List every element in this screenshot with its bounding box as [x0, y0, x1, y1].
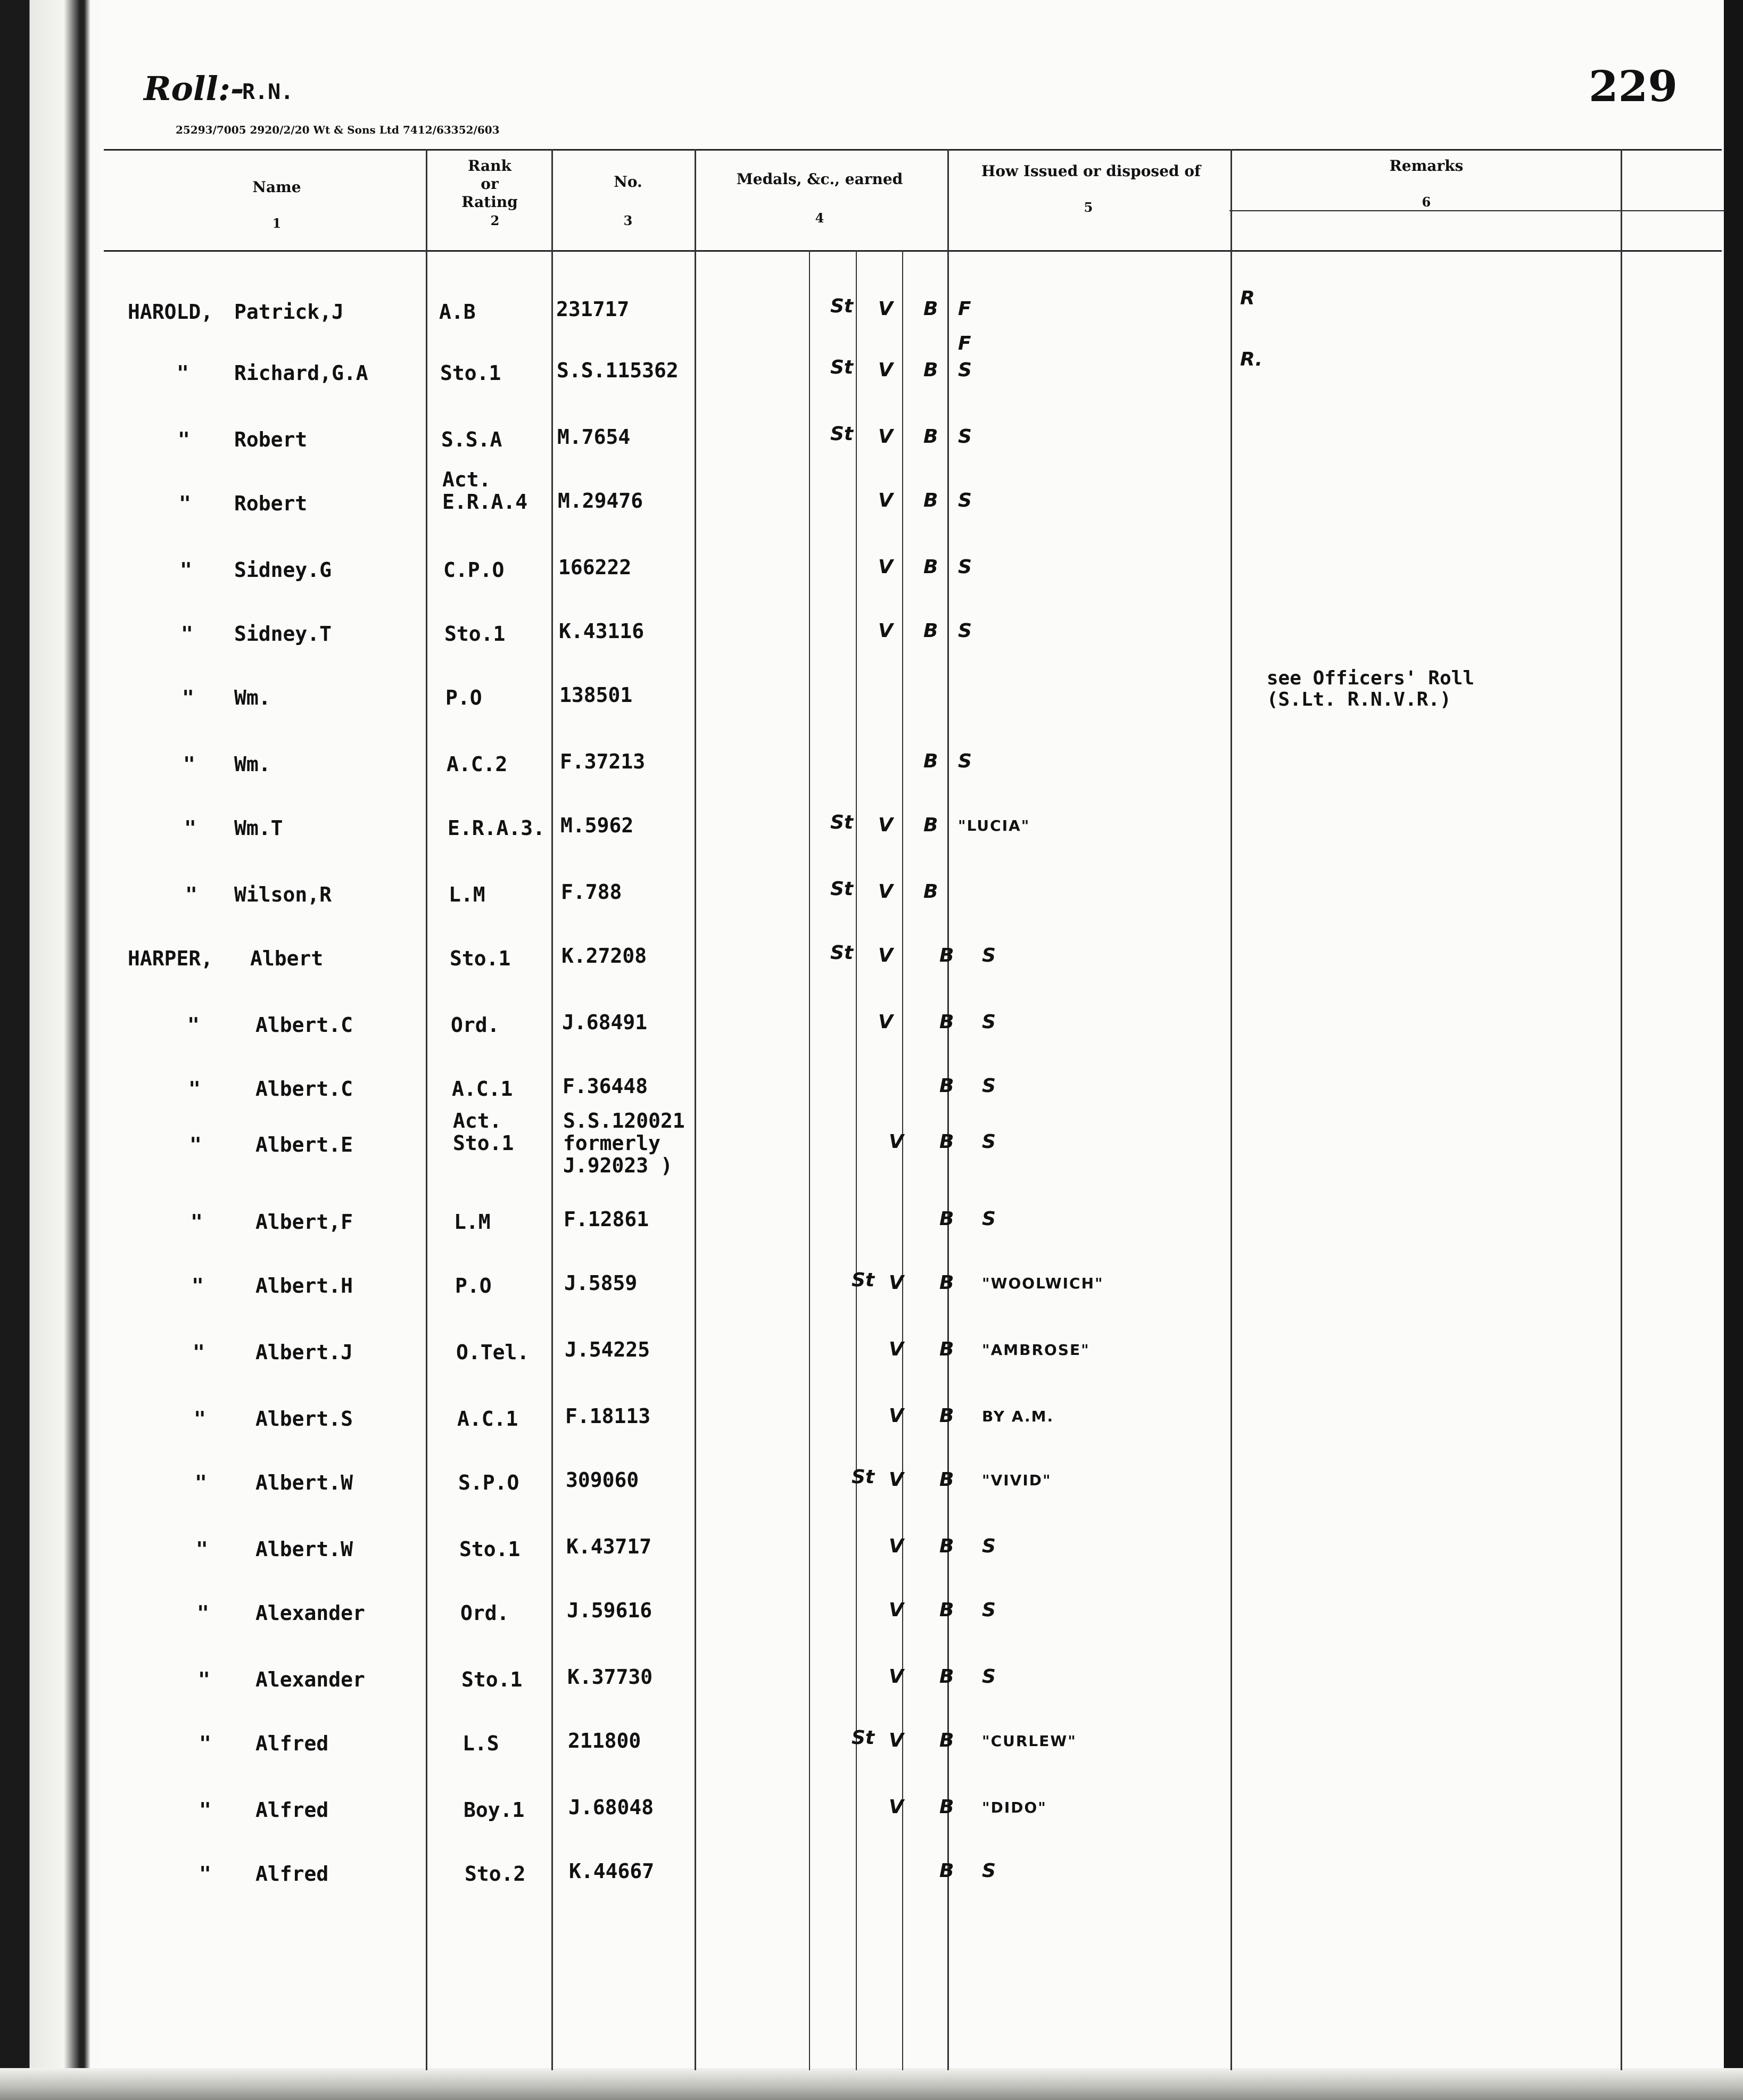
entry-rank: E.R.A.3.	[448, 816, 546, 840]
header-num-4: 4	[815, 210, 824, 226]
issue-disposition: S	[982, 1599, 996, 1621]
entry-surname: "	[188, 1077, 201, 1101]
entry-service-number: M.29476	[558, 489, 643, 512]
entry-rank: Sto.1	[461, 1668, 523, 1691]
entry-surname: "	[178, 428, 190, 451]
entry-given-name: Albert.J	[255, 1341, 353, 1364]
entry-surname: "	[187, 1013, 200, 1037]
header-num-5: 5	[1084, 200, 1093, 215]
issue-disposition: S	[982, 945, 996, 966]
entry-surname: "	[199, 1798, 211, 1822]
entry-surname: "	[199, 1862, 211, 1886]
entry-rank: Act. Sto.1	[453, 1109, 514, 1155]
medal-british: B	[923, 490, 938, 511]
entry-given-name: Sidney.G	[234, 558, 332, 582]
medal-victory: V	[878, 359, 893, 381]
col-divider-4	[947, 149, 949, 2070]
medal-star: St	[852, 1269, 875, 1291]
entry-service-number: 166222	[558, 556, 632, 579]
medal-british: B	[939, 1405, 954, 1427]
issue-disposition: "WOOLWICH"	[982, 1275, 1104, 1292]
medal-british: B	[923, 814, 938, 836]
issue-disposition: S	[982, 1131, 996, 1153]
entry-service-number: S.S.120021 formerly J.92023 )	[563, 1109, 685, 1177]
medal-victory: V	[889, 1599, 904, 1621]
header-bottom-rule	[104, 250, 1722, 252]
issue-disposition: S	[958, 620, 972, 642]
medal-victory: V	[889, 1535, 904, 1557]
entry-given-name: Richard,G.A	[234, 361, 368, 385]
entry-service-number: F.18113	[565, 1404, 651, 1428]
entry-rank: O.Tel.	[456, 1341, 530, 1364]
col-divider-1	[426, 149, 427, 2070]
col-divider-3	[695, 149, 696, 2070]
entry-rank: Act. E.R.A.4	[442, 468, 528, 514]
medal-victory: V	[889, 1131, 904, 1153]
entry-rank: Sto.1	[444, 622, 506, 646]
entry-surname: "	[191, 1210, 203, 1234]
medal-british: B	[923, 620, 938, 642]
issue-disposition: S	[958, 359, 972, 381]
right-edge	[1724, 0, 1743, 2100]
medal-star: St	[830, 942, 854, 964]
entry-given-name: Alexander	[255, 1668, 365, 1691]
entry-rank: L.S	[462, 1732, 499, 1755]
medal-star: St	[852, 1727, 875, 1749]
entry-surname: "	[198, 1668, 210, 1691]
entry-service-number: K.43717	[566, 1535, 652, 1558]
entry-surname: "	[181, 622, 193, 646]
entry-rank: C.P.O	[443, 558, 505, 582]
entry-given-name: Patrick,J	[234, 300, 344, 324]
medal-star: St	[830, 357, 854, 378]
entry-rank: Sto.1	[450, 947, 511, 970]
medal-victory: V	[889, 1272, 904, 1294]
col-divider-6	[1621, 149, 1622, 2070]
binding-edge	[0, 0, 101, 2100]
entry-given-name: Albert.S	[255, 1407, 353, 1431]
medal-british: B	[939, 1011, 954, 1033]
entry-rank: Sto.2	[465, 1862, 526, 1886]
col-divider-2	[551, 149, 553, 2070]
entry-service-number: 211800	[568, 1729, 641, 1752]
medal-british: B	[939, 945, 954, 966]
issue-disposition: S	[982, 1666, 996, 1688]
header-num-1: 1	[272, 216, 282, 231]
medal-victory: V	[878, 298, 893, 320]
entry-given-name: Albert.C	[255, 1013, 353, 1037]
issue-disposition: S	[982, 1535, 996, 1557]
entry-given-name: Albert	[250, 947, 324, 970]
entry-rank: Sto.1	[440, 361, 501, 385]
entry-rank: P.O	[445, 686, 482, 709]
medal-victory: V	[889, 1338, 904, 1360]
issue-disposition: "LUCIA"	[958, 817, 1030, 834]
medal-subdivider-1	[809, 250, 810, 2070]
medal-british: B	[939, 1208, 954, 1230]
roll-label: Roll:-	[144, 69, 244, 108]
header-number: No.	[614, 173, 642, 191]
entry-surname: "	[197, 1601, 209, 1625]
entry-rank: P.O	[455, 1274, 492, 1297]
entry-surname: "	[182, 686, 194, 709]
entry-service-number: M.5962	[560, 814, 634, 837]
entry-surname: "	[193, 1341, 205, 1364]
entry-service-number: K.43116	[559, 619, 645, 643]
entry-given-name: Albert.W	[255, 1471, 353, 1494]
header-issued: How Issued or disposed of	[981, 162, 1201, 180]
header-num-3: 3	[623, 213, 633, 228]
entry-service-number: K.27208	[561, 944, 647, 968]
entry-given-name: Wilson,R	[234, 883, 332, 906]
issue-disposition: S	[958, 490, 972, 511]
entry-service-number: F.37213	[560, 750, 646, 773]
entry-given-name: Robert	[234, 428, 308, 451]
medal-star: St	[830, 295, 854, 317]
medal-british: B	[939, 1599, 954, 1621]
entry-surname: "	[194, 1407, 206, 1431]
medal-british: B	[939, 1272, 954, 1294]
issue-disposition: S	[982, 1208, 996, 1230]
issue-disposition: S	[982, 1011, 996, 1033]
entry-rank: S.S.A	[441, 428, 502, 451]
entry-service-number: 138501	[559, 683, 633, 707]
medal-victory: V	[878, 490, 893, 511]
entry-rank: L.M	[454, 1210, 491, 1234]
entry-surname: HARPER,	[128, 947, 213, 970]
medal-british: B	[939, 1535, 954, 1557]
header-num-2: 2	[490, 213, 500, 228]
medal-victory: V	[878, 881, 893, 903]
issue-disposition: BY A.M.	[982, 1408, 1054, 1425]
header-top-rule	[104, 149, 1722, 151]
medal-star: St	[830, 812, 854, 833]
page-number: 229	[1589, 61, 1678, 111]
entry-surname: "	[177, 361, 189, 385]
entry-rank: A.C.1	[457, 1407, 518, 1431]
entry-service-number: F.12861	[564, 1208, 649, 1231]
entry-rank: Ord.	[460, 1601, 509, 1625]
header-rank: Rank or Rating	[461, 157, 518, 211]
medal-victory: V	[889, 1796, 904, 1818]
medal-british: B	[939, 1860, 954, 1882]
entry-surname: "	[185, 883, 197, 906]
issue-disposition: "DIDO"	[982, 1799, 1047, 1816]
medal-british: B	[939, 1075, 954, 1097]
medal-victory: V	[889, 1730, 904, 1751]
entry-service-number: J.54225	[565, 1338, 650, 1361]
entry-rank: A.B	[439, 300, 476, 324]
medal-victory: V	[878, 556, 893, 578]
entry-rank: A.C.2	[447, 753, 508, 776]
issue-disposition: "VIVID"	[982, 1471, 1052, 1489]
issue-disposition: "AMBROSE"	[982, 1341, 1090, 1359]
entry-service-number: F.36448	[563, 1074, 648, 1098]
issue-disposition: S	[958, 426, 972, 448]
medal-star: St	[852, 1466, 875, 1488]
entry-given-name: Robert	[234, 492, 308, 515]
entry-surname: "	[180, 558, 192, 582]
entry-surname: "	[196, 1537, 208, 1561]
entry-service-number: J.68491	[562, 1011, 648, 1034]
medal-british: B	[939, 1338, 954, 1360]
medal-victory: V	[889, 1666, 904, 1688]
entry-service-number: F.788	[561, 880, 622, 904]
bottom-edge	[0, 2068, 1743, 2100]
medal-british: B	[923, 359, 938, 381]
entry-service-number: 309060	[566, 1468, 639, 1492]
entry-service-number: S.S.115362	[557, 359, 679, 382]
entry-rank: A.C.1	[452, 1077, 513, 1101]
medal-british: B	[923, 298, 938, 320]
entry-given-name: Wm.T	[234, 816, 283, 840]
medal-british: B	[923, 881, 938, 903]
entry-given-name: Alexander	[255, 1601, 365, 1625]
entry-remark: see Officers' Roll (S.Lt. R.N.V.R.)	[1267, 667, 1475, 710]
entry-given-name: Wm.	[234, 686, 271, 709]
entry-rank: S.P.O	[458, 1471, 519, 1494]
entry-surname: "	[179, 492, 191, 515]
entry-rank: L.M	[449, 883, 485, 906]
entry-service-number: M.7654	[557, 425, 631, 449]
medal-british: B	[939, 1730, 954, 1751]
entry-remark: R.	[1240, 349, 1263, 370]
entry-given-name: Sidney.T	[234, 622, 332, 646]
medal-victory: V	[878, 426, 893, 448]
entry-surname: "	[183, 753, 195, 776]
entry-service-number: K.44667	[569, 1859, 655, 1883]
medal-victory: V	[878, 1011, 893, 1033]
header-medals: Medals, &c., earned	[736, 170, 903, 188]
issue-disposition: S	[958, 750, 972, 772]
medal-victory: V	[878, 620, 893, 642]
entry-surname: "	[189, 1133, 202, 1156]
entry-given-name: Alfred	[255, 1862, 329, 1886]
entry-service-number: K.37730	[567, 1665, 653, 1689]
issue-disposition: "CURLEW"	[982, 1732, 1077, 1750]
medal-victory: V	[878, 814, 893, 836]
entry-given-name: Alfred	[255, 1798, 329, 1822]
medal-star: St	[830, 423, 854, 445]
issue-disposition: S	[958, 556, 972, 578]
issue-disposition: S	[982, 1860, 996, 1882]
medal-victory: V	[878, 945, 893, 966]
medal-british: B	[939, 1666, 954, 1688]
issue-disposition: F	[958, 298, 971, 320]
entry-rank: Sto.1	[459, 1537, 521, 1561]
entry-given-name: Albert.E	[255, 1133, 353, 1156]
medal-victory: V	[889, 1469, 904, 1491]
issue-disposition-extra: F	[958, 333, 971, 354]
medal-subdivider-2	[856, 250, 857, 2070]
header-remarks: Remarks	[1389, 157, 1464, 175]
medal-british: B	[923, 426, 938, 448]
entry-given-name: Albert.H	[255, 1274, 353, 1297]
issue-disposition: S	[982, 1075, 996, 1097]
entry-service-number: J.68048	[568, 1796, 654, 1819]
medal-british: B	[939, 1796, 954, 1818]
entry-service-number: J.5859	[564, 1271, 638, 1295]
entry-given-name: Albert,F	[255, 1210, 353, 1234]
entry-given-name: Alfred	[255, 1732, 329, 1755]
medal-victory: V	[889, 1405, 904, 1427]
medal-star: St	[830, 878, 854, 900]
medal-british: B	[923, 750, 938, 772]
entry-rank: Boy.1	[464, 1798, 525, 1822]
entry-service-number: 231717	[556, 297, 630, 321]
roll-service: R.N.	[242, 80, 294, 104]
col-divider-5	[1230, 149, 1232, 2070]
entry-surname: "	[184, 816, 196, 840]
header-name: Name	[252, 178, 301, 196]
medal-british: B	[939, 1131, 954, 1153]
entry-given-name: Albert.C	[255, 1077, 353, 1101]
header-num-6: 6	[1422, 194, 1431, 210]
remarks-subrule	[1229, 210, 1724, 211]
entry-given-name: Wm.	[234, 753, 271, 776]
entry-remark: R	[1240, 287, 1255, 309]
entry-service-number: J.59616	[567, 1599, 652, 1622]
medal-british: B	[939, 1469, 954, 1491]
entry-given-name: Albert.W	[255, 1537, 353, 1561]
entry-surname: HAROLD,	[128, 300, 213, 324]
print-reference: 25293/7005 2920/2/20 Wt & Sons Ltd 7412/63352/603	[176, 123, 500, 136]
entry-surname: "	[192, 1274, 204, 1297]
medal-british: B	[923, 556, 938, 578]
entry-surname: "	[199, 1732, 211, 1755]
entry-rank: Ord.	[451, 1013, 500, 1037]
entry-surname: "	[195, 1471, 207, 1494]
